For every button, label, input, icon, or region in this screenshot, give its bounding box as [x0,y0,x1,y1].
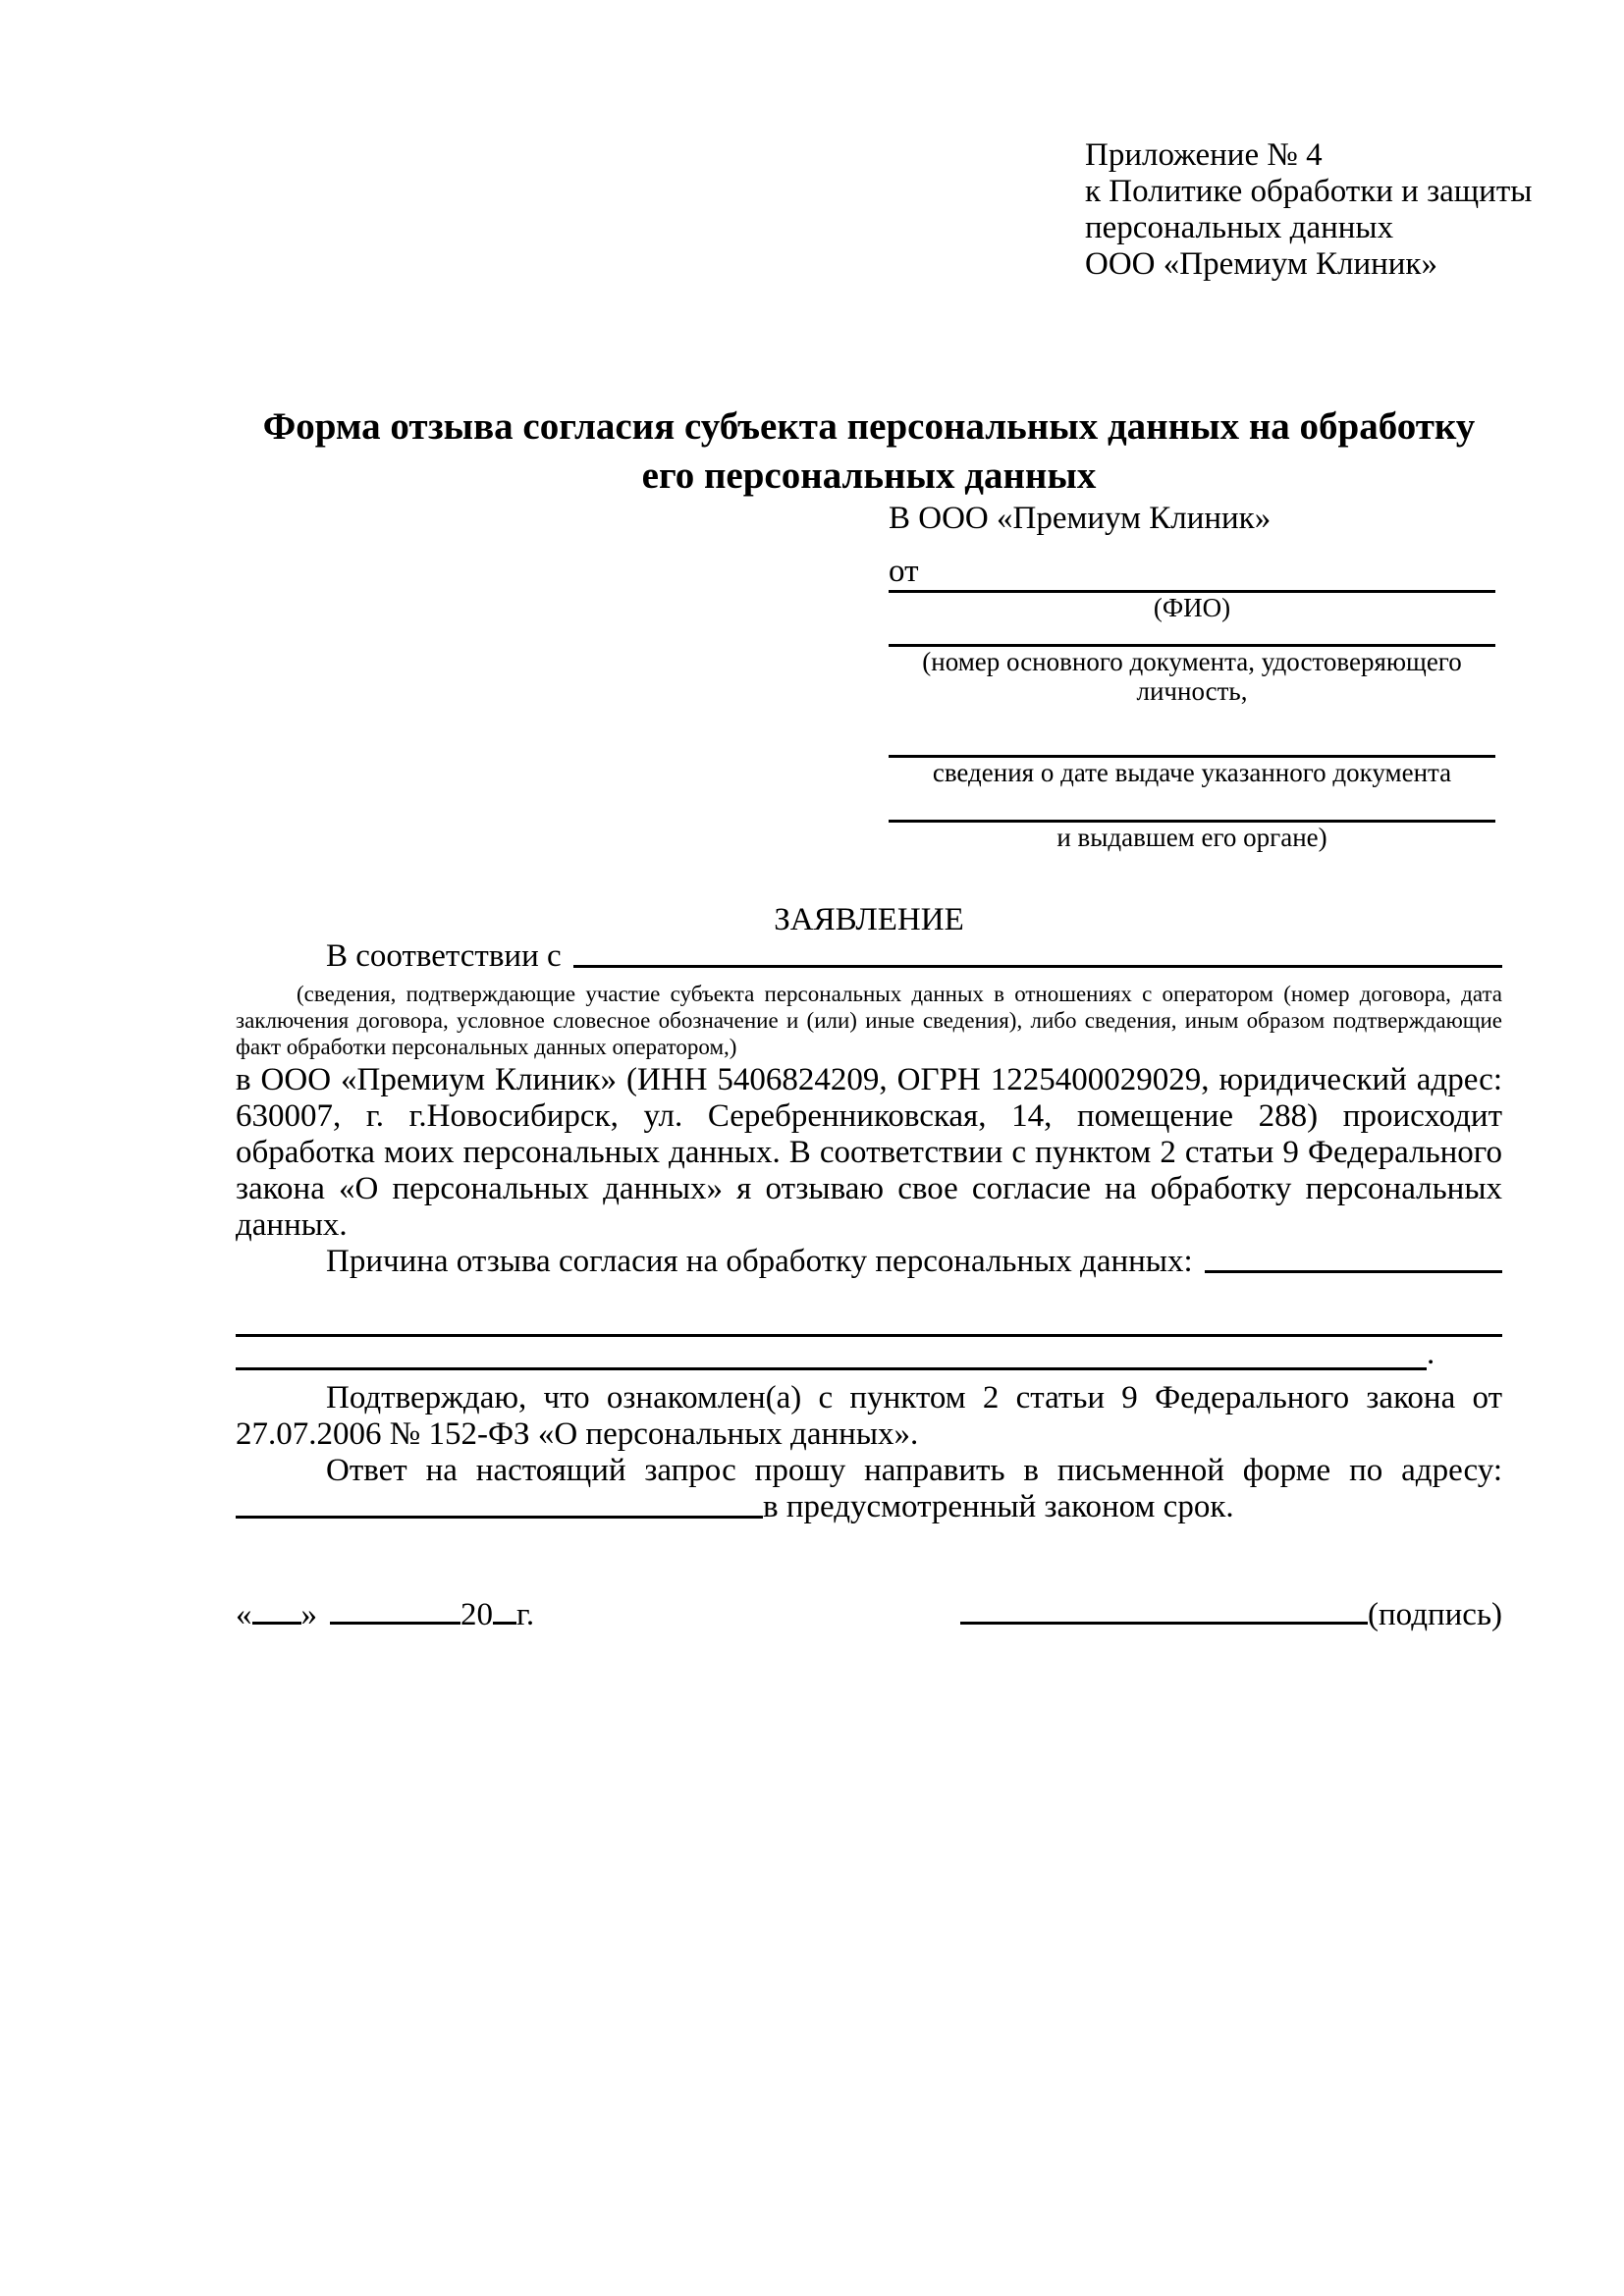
reason-blank-line-3-segment[interactable] [236,1334,1427,1370]
document-title-line: Форма отзыва согласия субъекта персональных данных на обработку [262,405,1476,448]
addressee-from: от [889,554,919,589]
signature-field [960,1596,1502,1633]
reply-request-tail: в предусмотренный законом срок. [763,1489,1234,1524]
year-prefix: 20 [460,1597,493,1632]
year-suffix: г. [516,1597,535,1632]
sentence-period: . [1427,1336,1435,1371]
according-note: (сведения, подтверждающие участие субъекта персональных данных в отношениях с оператором (номер договора, дата заключения договора, условное словесное обозначение и (или) иные сведения), либо сведения, иным образом подтверждающие факт обработки персональных данных оператором,) [236,982,1502,1059]
document-title-line: его персональных данных [641,454,1097,497]
issue-date-label: сведения о дате выдаче указанного документа [932,758,1452,787]
annex-line: персональных данных [1085,210,1394,245]
reason-lead: Причина отзыва согласия на обработку персональных данных: [326,1244,1193,1279]
addressee-to: В ООО «Премиум Клиник» [889,501,1272,536]
month-blank-line[interactable] [330,1596,460,1625]
reply-address-blank-line[interactable] [236,1489,763,1519]
confirmation-paragraph: Подтверждаю, что ознакомлен(а) с пунктом 2 статьи 9 Федерального закона от 27.07.2006 № 152-ФЗ «О персональных данных». [236,1380,1502,1452]
statement-heading: ЗАЯВЛЕНИЕ [774,902,964,937]
annex-line: к Политике обработки и защиты [1085,174,1533,209]
date-signature-row [236,1596,1502,1633]
fio-label: (ФИО) [1153,593,1231,622]
annex-line: ООО «Премиум Клиник» [1085,246,1437,282]
addressee-block [889,501,1495,852]
document-title [236,402,1502,501]
reason-blank-line-2[interactable] [236,1280,1502,1337]
reply-request-line: Ответ на настоящий запрос прошу направить в письменной форме по адресу: [326,1453,1502,1488]
date-field [236,1596,534,1633]
document-number-label: (номер основного документа, удостоверяющего личность, [922,647,1462,706]
according-blank-line[interactable] [573,938,1502,968]
issuer-label: и выдавшем его органе) [1056,823,1327,852]
reason-line [236,1244,1502,1280]
annex-note [1085,137,1533,283]
statement-body: в ООО «Премиум Клиник» (ИНН 5406824209, ОГРН 1225400029029, юридический адрес: 630007, г. г.Новосибирск, ул. Серебренниковская, 14, помещение 288) происходит обработка моих персональных данных. В соответствии с пунктом 2 статьи 9 Федерального закона «О персональных данных» я отзываю свое согласие на обработку персональных данных. [236,1062,1502,1243]
year-blank-line[interactable] [493,1596,516,1625]
according-line [236,938,1502,975]
quote-open: « [236,1597,252,1632]
reason-blank-line-3 [236,1337,1502,1370]
signature-blank-line[interactable] [960,1596,1368,1625]
day-blank-line[interactable] [252,1596,301,1625]
reason-blank-line[interactable] [1205,1244,1502,1273]
annex-line: Приложение № 4 [1085,137,1323,173]
quote-close: » [300,1597,317,1632]
reply-address-line [236,1489,1502,1525]
signature-label: (подпись) [1368,1597,1502,1632]
according-lead: В соответствии с [326,938,562,974]
